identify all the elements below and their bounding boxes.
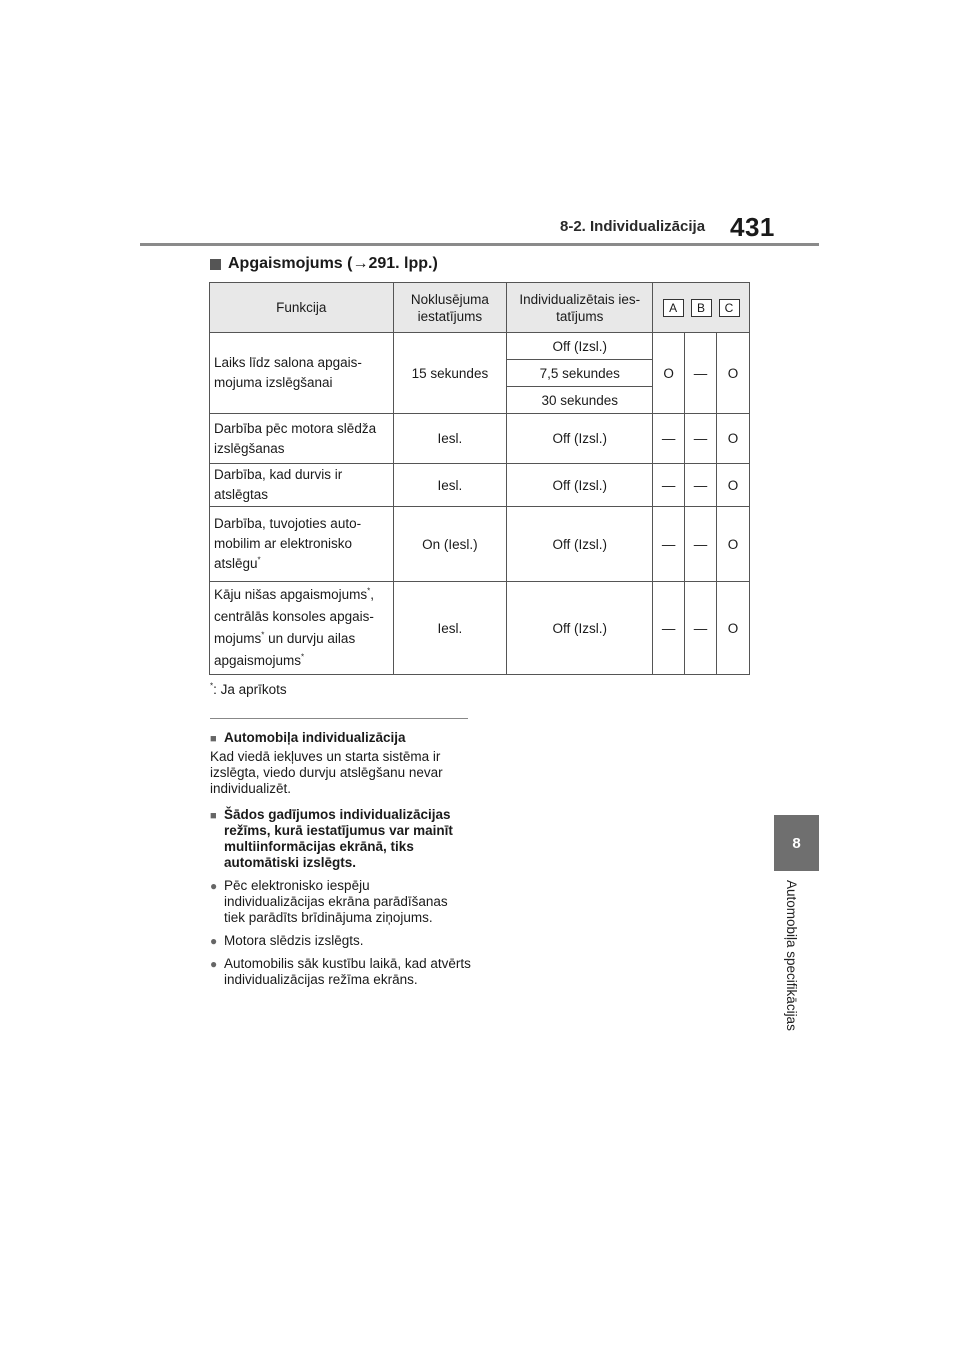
- table-row: [210, 414, 750, 464]
- option-cell: Off (Izsl.): [507, 333, 653, 360]
- function-cell: Darbība pēc motora slēdža izslēgšanas: [210, 414, 394, 464]
- default-cell: 15 sekundes: [393, 333, 507, 414]
- section-heading: [210, 255, 438, 273]
- table-row: [210, 582, 750, 675]
- settings-table: [209, 282, 750, 675]
- chapter-tab: 8: [774, 815, 819, 871]
- notes-section: [210, 724, 472, 988]
- chapter-label: [784, 880, 806, 1060]
- default-cell: Iesl.: [393, 414, 507, 464]
- b-cell: —: [685, 414, 717, 464]
- section-heading-text: Apgaismojums (→291. lpp.): [228, 255, 438, 272]
- column-b-badge: B: [691, 299, 712, 317]
- header-function: Funkcija: [210, 283, 394, 333]
- option-cell: Off (Izsl.): [507, 507, 653, 582]
- header-default: Noklusējuma iestatījums: [393, 283, 507, 333]
- c-cell: O: [717, 464, 750, 507]
- a-cell: —: [653, 464, 685, 507]
- page-number: 431: [730, 212, 775, 242]
- table-row: [210, 464, 750, 507]
- note-heading: ■ Šādos gadījumos individualizācijas režīms, kurā iestatījumus var mainīt multiinformācijas ekrānā, tiks automātiski izslēgts.: [210, 807, 453, 870]
- function-cell: Darbība, kad durvis ir atslēgtas: [210, 464, 394, 507]
- square-bullet-icon: [210, 259, 221, 270]
- option-cell: Off (Izsl.): [507, 464, 653, 507]
- option-cell: 7,5 sekundes: [507, 360, 653, 387]
- list-item: ● Motora slēdzis izslēgts.: [210, 933, 364, 948]
- b-cell: —: [685, 507, 717, 582]
- chapter-label-text: Automobiļa specifikācijas: [784, 880, 799, 1031]
- function-cell: Darbība, tuvojoties auto- mobilim ar elektronisko atslēgu*: [210, 507, 394, 582]
- option-cell: Off (Izsl.): [507, 582, 653, 675]
- note-heading: ■ Automobiļa individualizācija: [210, 730, 406, 745]
- b-cell: —: [685, 582, 717, 675]
- dot-bullet-icon: ●: [210, 934, 218, 948]
- column-c-badge: C: [719, 299, 740, 317]
- b-cell: —: [685, 464, 717, 507]
- function-cell: Laiks līdz salona apgais-mojuma izslēgšanai: [210, 333, 394, 414]
- square-bullet-icon: ■: [210, 810, 217, 822]
- header-custom: Individualizētais ies-tatījums: [507, 283, 653, 333]
- a-cell: —: [653, 507, 685, 582]
- square-bullet-icon: ■: [210, 733, 217, 745]
- table-footnote: *: Ja aprīkots: [210, 681, 287, 697]
- default-cell: On (Iesl.): [393, 507, 507, 582]
- a-cell: —: [653, 414, 685, 464]
- dot-bullet-icon: ●: [210, 879, 218, 893]
- c-cell: O: [717, 507, 750, 582]
- b-cell: —: [685, 333, 717, 414]
- section-label: 8-2. Individualizācija: [560, 218, 706, 235]
- option-cell: 30 sekundes: [507, 387, 653, 414]
- table-header-row: [210, 283, 750, 333]
- default-cell: Iesl.: [393, 582, 507, 675]
- header-abc: [653, 283, 750, 333]
- c-cell: O: [717, 333, 750, 414]
- table-row: [210, 507, 750, 582]
- column-a-badge: A: [663, 299, 684, 317]
- c-cell: O: [717, 582, 750, 675]
- a-cell: O: [653, 333, 685, 414]
- default-cell: Iesl.: [393, 464, 507, 507]
- list-item: ● Pēc elektronisko iespēju individualizācijas ekrāna parādīšanas tiek parādīts brīdinājuma ziņojums.: [210, 878, 448, 925]
- table-row: [210, 333, 750, 360]
- option-cell: Off (Izsl.): [507, 414, 653, 464]
- header-rule: [140, 243, 819, 246]
- a-cell: —: [653, 582, 685, 675]
- dot-bullet-icon: ●: [210, 957, 218, 971]
- c-cell: O: [717, 414, 750, 464]
- function-cell: Kāju nišas apgaismojums*, centrālās konsoles apgais- mojums* un durvju ailas apgaismojums*: [210, 582, 394, 675]
- list-item: ● Automobilis sāk kustību laikā, kad atvērts individualizācijas režīma ekrāns.: [210, 956, 471, 987]
- notes-divider: [210, 718, 468, 719]
- note-paragraph: Kad viedā iekļuves un starta sistēma ir izslēgta, viedo durvju atslēgšanu nevar individualizēt.: [210, 749, 443, 796]
